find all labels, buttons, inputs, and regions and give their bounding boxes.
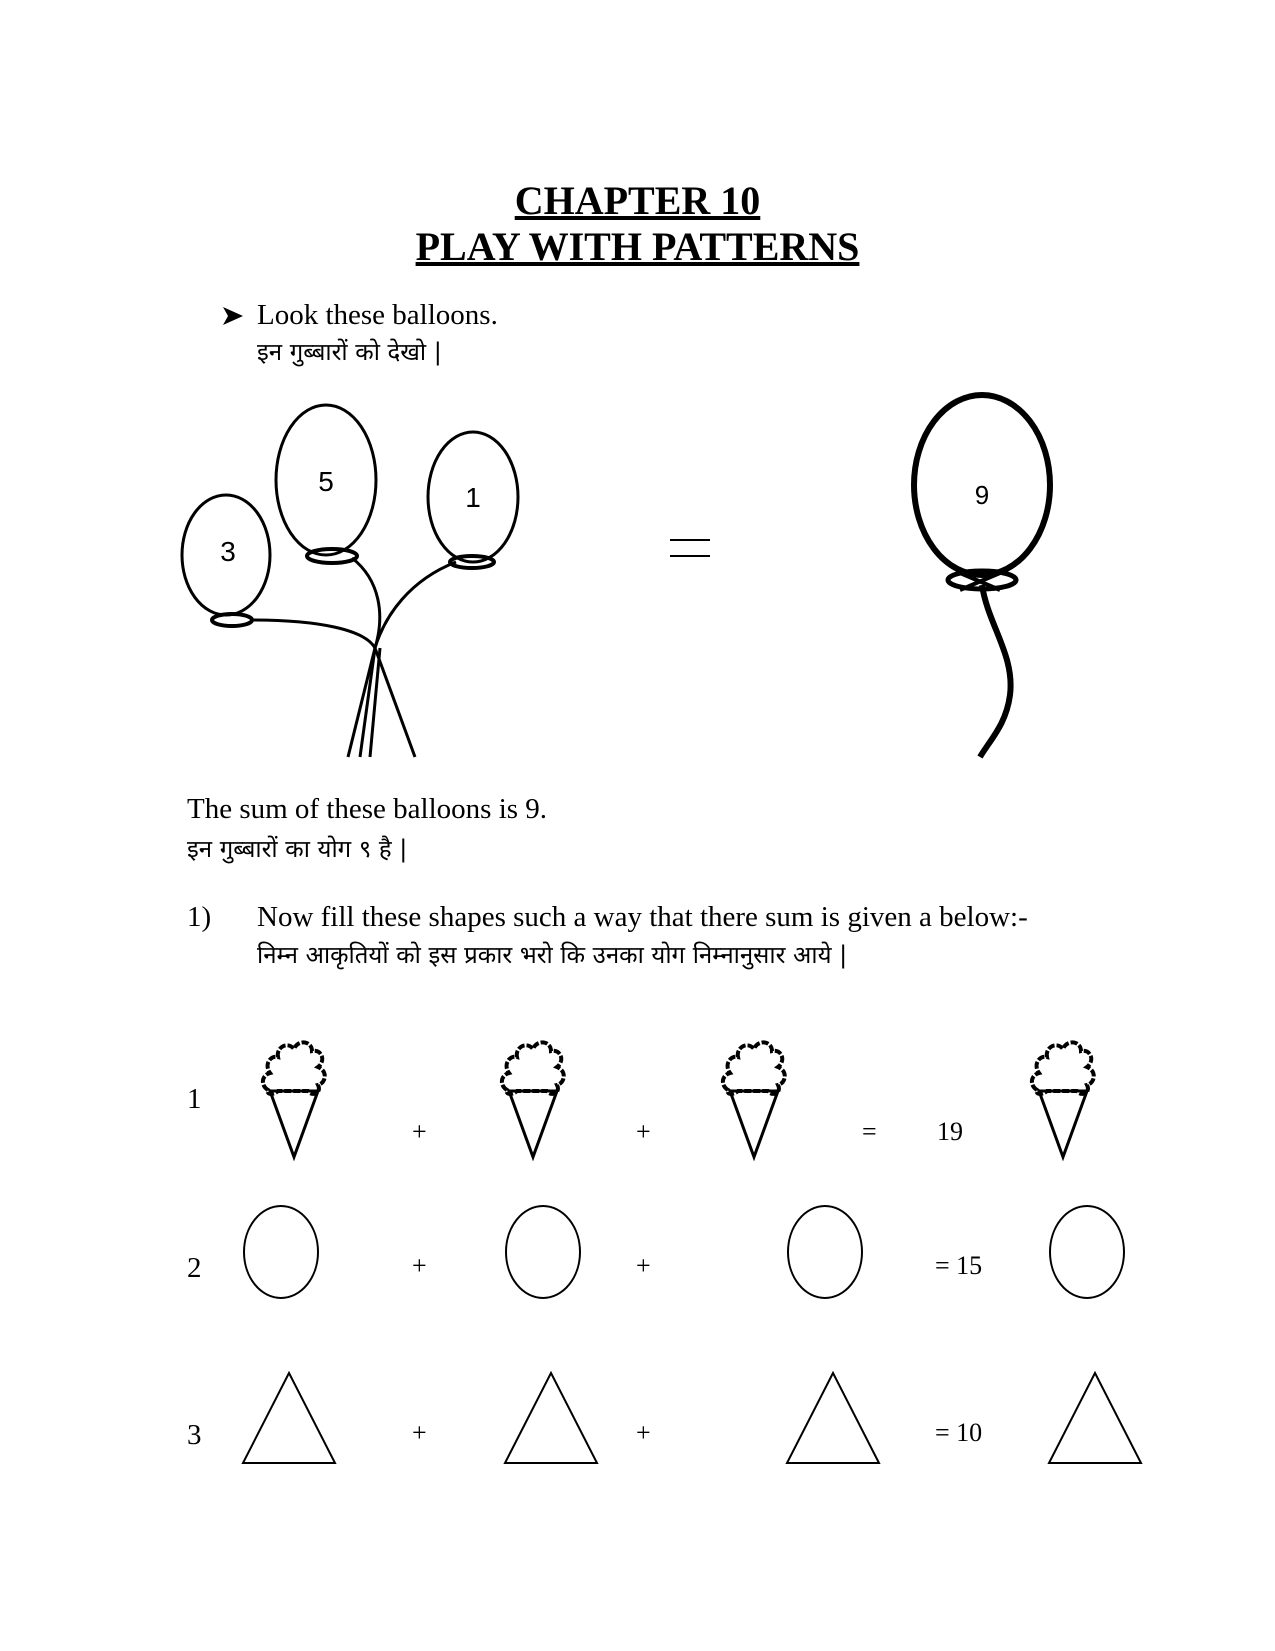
row-1-plus-2: + <box>636 1117 651 1146</box>
result-balloon-value: 9 <box>974 480 990 510</box>
row-1-label: 1 <box>187 1083 202 1115</box>
balloon-equals-sign <box>670 536 710 565</box>
balloon-value-3: 3 <box>220 536 236 567</box>
row-2-plus-2: + <box>636 1251 651 1280</box>
chapter-heading: CHAPTER 10 <box>514 178 761 223</box>
intro-english: Look these balloons. <box>257 299 498 331</box>
triangle-icon <box>785 1370 881 1466</box>
triangle-icon <box>503 1370 599 1466</box>
row-3-label: 3 <box>187 1419 202 1451</box>
intro-hindi: इन गुब्बारों को देखो | <box>257 338 442 366</box>
sum-statement-english: The sum of these balloons is 9. <box>187 793 548 825</box>
oval-icon <box>1047 1204 1127 1300</box>
arrowhead-bullet-icon <box>222 305 244 332</box>
chapter-title: PLAY WITH PATTERNS <box>415 224 860 269</box>
row-1-total: 19 <box>937 1117 963 1146</box>
oval-icon <box>503 1204 583 1300</box>
row-1-plus-1: + <box>412 1117 427 1146</box>
sum-statement-hindi: इन गुब्बारों का योग ९ है | <box>187 835 408 863</box>
question-number: 1) <box>187 901 212 933</box>
result-balloon-icon <box>910 395 1050 765</box>
balloon-value-5: 5 <box>318 466 334 497</box>
row-3-plus-1: + <box>412 1418 427 1447</box>
ice-cream-cone-icon <box>497 1035 569 1165</box>
balloon-cluster-illustration <box>180 390 540 760</box>
row-2-label: 2 <box>187 1252 202 1284</box>
oval-icon <box>785 1204 865 1300</box>
row-2-plus-1: + <box>412 1251 427 1280</box>
triangle-icon <box>1047 1370 1143 1466</box>
row-3-plus-2: + <box>636 1418 651 1447</box>
row-3-equals-total: = 10 <box>935 1418 983 1447</box>
question-hindi: निम्न आकृतियों को इस प्रकार भरो कि उनका योग निम्नानुसार आये | <box>257 941 848 969</box>
row-1-equals: = <box>862 1117 877 1146</box>
ice-cream-cone-icon <box>258 1035 330 1165</box>
balloon-value-1: 1 <box>465 482 481 513</box>
row-2-equals-total: = 15 <box>935 1251 983 1280</box>
triangle-icon <box>241 1370 337 1466</box>
ice-cream-cone-icon <box>718 1035 790 1165</box>
ice-cream-cone-icon <box>1027 1035 1099 1165</box>
question-english: Now fill these shapes such a way that there sum is given a below:- <box>257 901 1028 933</box>
oval-icon <box>241 1204 321 1300</box>
